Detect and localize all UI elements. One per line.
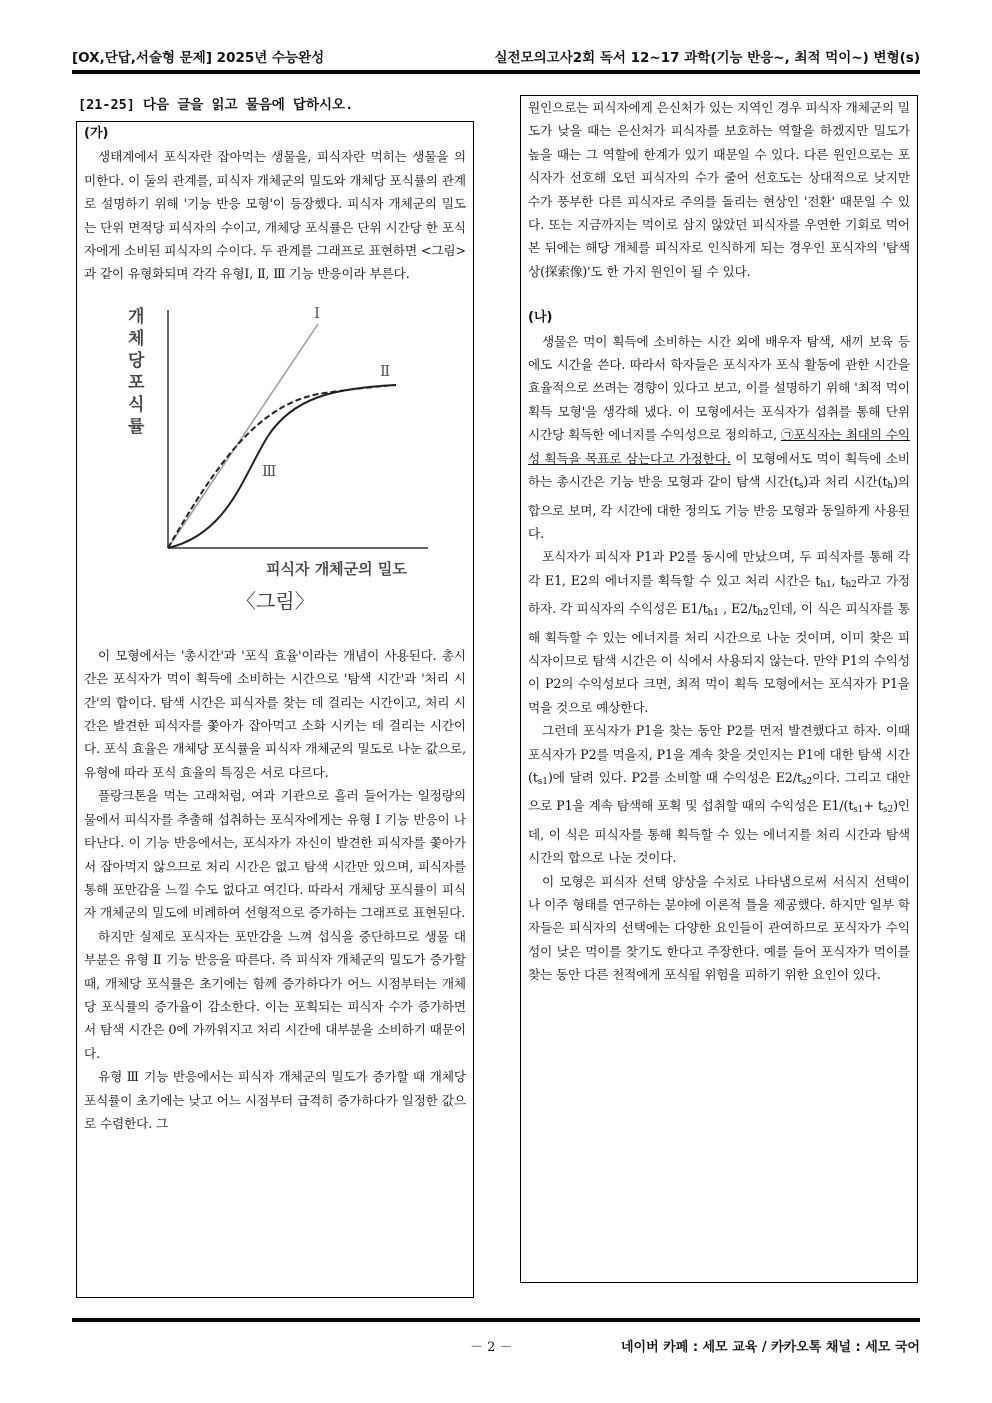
paragraph: 이 모형에서는 '총시간'과 '포식 효율'이라는 개념이 사용된다. 총시간은 포식자가 먹이 획득에 소비하는 시간으로 '탐색 시간'과 '처리 시간'의 합이다. 탐색 시간은 피식자를 찾는 데 걸리는 시간이고, 처리 시간은 발견한 피식자를 쫓아가 잡아먹고 소화 시키는 데 걸리는 시간이다. 포식 효율은 개체당 포식률을 피식자 개체군의 밀도로 나눈 값으로, 유형에 따라 포식 효율의 특징은 서로 다르다. bbox=[84, 647, 466, 780]
passage-na-box bbox=[520, 95, 918, 1283]
y-axis-label-char: 식 bbox=[128, 394, 145, 415]
passage-label: (가) bbox=[84, 126, 109, 141]
y-axis-label-char: 률 bbox=[128, 416, 145, 437]
subscript: h1 bbox=[707, 608, 719, 619]
y-axis-label-char: 포 bbox=[128, 372, 145, 393]
y-axis-label-char: 당 bbox=[128, 350, 145, 371]
underlined-claim: ㉠포식자는 최대의 수익성 획득을 목표로 삼는다고 가정한다. bbox=[528, 427, 911, 466]
curve-type-1 bbox=[168, 324, 318, 548]
text-run: 인데, 이 식은 피식자를 통해 획득할 수 있는 에너지를 처리 시간으로 나눈 것이며, 이미 찾은 피식자이므로 탐색 시간은 이 식에서 사용되지 않는다. 만약 P1의 수익성이 P2의 수익성보다 크면, 최적 먹이 획득 모형에서는 포식자가 P1을 먹을 것으로 예상한다. bbox=[528, 601, 910, 715]
subscript: h1 bbox=[820, 579, 832, 590]
x-axis-label: 피식자 개체군의 밀도 bbox=[266, 559, 407, 578]
curve-label-1: Ⅰ bbox=[314, 303, 320, 322]
paragraph: 플랑크톤을 먹는 고래처럼, 여과 기관으로 흘러 들어가는 일정량의 물에서 피식자를 추출해 섭취하는 포식자에게는 유형 Ⅰ 기능 반응이 나타난다. 이 기능 반응에서는, 포식자가 자신이 발견한 피식자를 쫓아가서 잡아먹지 않으므로 처리 시간은 없고 탐색 시간만 있으며, 피식자를 통해 포만감을 느낄 수도 없다고 여긴다. 따라서 개체당 포식률이 피식자 개체군의 밀도에 비례하여 선형적으로 증가하는 그래프로 표현된다. bbox=[84, 788, 466, 921]
subscript: s2 bbox=[882, 805, 894, 816]
text-run: 이다. 그리고 대안으로 P1을 계속 탐색해 포획 및 섭취할 때의 수익성은 E1/(t bbox=[528, 769, 910, 814]
y-axis-label-char: 체 bbox=[128, 328, 145, 349]
curve-type-2 bbox=[168, 385, 396, 548]
y-axis-label-char: 개 bbox=[128, 306, 145, 327]
subscript: s2 bbox=[801, 776, 812, 787]
paragraph bbox=[528, 719, 910, 869]
header-left: [OX,단답,서술형 문제] 2025년 수능완성 bbox=[72, 50, 325, 66]
footer-rule bbox=[72, 1318, 920, 1322]
subscript: s1 bbox=[853, 805, 864, 816]
functional-response-graph bbox=[118, 296, 448, 636]
curve-label-3: Ⅲ bbox=[262, 461, 277, 480]
paragraph bbox=[528, 330, 910, 546]
subscript: h bbox=[887, 481, 894, 492]
text-run: 포식자가 피식자 P1과 P2를 동시에 만났으며, 두 피식자를 통해 각각 E1, E2의 에너지를 획득할 수 있고 처리 시간은 t bbox=[528, 549, 910, 588]
passage-ga-box bbox=[76, 121, 474, 1298]
text-run: )인데, 이 식은 피식자를 통해 획득할 수 있는 에너지를 처리 시간과 탐색 시간의 합으로 나눈 것이다. bbox=[528, 798, 910, 866]
text-run: 생물은 먹이 획득에 소비하는 시간 외에 배우자 탐색, 새끼 보육 등에도 시간을 쓴다. 따라서 학자들은 포식자가 포식 활동에 관한 시간을 효율적으로 쓰려는 경향이 있다고 보고, 이를 설명하기 위해 '최적 먹이 획득 모형'을 생각해 냈다. 이 모형에서는 포식자가 섭취를 통해 단위 시간당 획득한 에너지를 수익성으로 정의하고, bbox=[528, 333, 910, 443]
text-run: 그런데 포식자가 P1을 찾는 동안 P2를 먼저 발견했다고 하자. 이때 포식자가 P2를 먹을지, P1을 계속 찾을 것인지는 P1에 대한 탐색 시간(t bbox=[528, 723, 910, 785]
paragraph-continued: 원인으로는 피식자에게 은신처가 있는 지역인 경우 피식자 개체군의 밀도가 낮을 때는 은신처가 피식자를 보호하는 역할을 하겠지만 밀도가 높을 때는 그 역할에 한계가 있기 때문일 수 있다. 다른 원인으로는 포식자가 선호해 오던 피식자의 수가 줄어 선호도는 상대적으로 낮지만 수가 풍부한 다른 피식자로 주의를 돌리는 현상인 '전환' 때문일 수 있다. 또는 지금까지는 먹이로 삼지 않았던 피식자를 우연한 기회로 먹어 본 뒤에는 해당 개체를 피식자로 인식하게 되는 경우인 포식자의 '탐색상(探索像)'도 한 가지 원인이 될 수 있다. bbox=[528, 100, 910, 279]
instruction: [21-25] 다음 글을 읽고 물음에 답하시오. bbox=[78, 97, 354, 113]
figure-caption: 〈그림〉 bbox=[236, 588, 315, 613]
curve-label-2: Ⅱ bbox=[380, 361, 391, 380]
text-run: )과 처리 시간(t bbox=[803, 474, 888, 490]
text-run: 이 모형에서도 먹이 획득에 소비하는 총시간은 기능 반응 모형과 같이 탐색 시간(t bbox=[528, 450, 910, 490]
paragraph: 생태계에서 포식자란 잡아먹는 생물을, 피식자란 먹히는 생물을 의미한다. 이 둘의 관계를, 피식자 개체군의 밀도와 개체당 포식률의 관계로 설명하기 위해 '기능 반응 모형'이 등장했다. 피식자 개체군의 밀도는 단위 면적당 피식자의 수이고, 개체당 포식률은 단위 시간당 한 포식자에게 소비된 피식자의 수이다. 두 관계를 그래프로 표현하면 <그림>과 같이 유형화되며 각각 유형Ⅰ, Ⅱ, Ⅲ 기능 반응이라 부른다. bbox=[84, 149, 466, 282]
footer-channel-info: 네이버 카페 : 세모 교육 / 카카오톡 채널 : 세모 국어 bbox=[620, 1340, 920, 1355]
figure bbox=[84, 288, 466, 640]
page-number: － 2 － bbox=[470, 1340, 513, 1355]
subscript: s1 bbox=[537, 776, 548, 787]
subscript: h2 bbox=[845, 579, 857, 590]
text-run: + t bbox=[863, 798, 883, 814]
page-header bbox=[72, 46, 920, 66]
text-run: , E2/t bbox=[718, 601, 758, 617]
curve-type-3 bbox=[168, 385, 396, 548]
text-run: )에 달려 있다. P2를 소비할 때 수익성은 E2/t bbox=[547, 769, 802, 785]
passage-label: (나) bbox=[528, 310, 553, 326]
text-run: 라고 가정하자. 각 피식자의 수익성은 E1/t bbox=[528, 572, 910, 617]
paragraph bbox=[528, 545, 910, 719]
paragraph: 유형 Ⅲ 기능 반응에서는 피식자 개체군의 밀도가 증가할 때 개체당 포식률이 초기에는 낮고 어느 시점부터 급격히 증가하다가 일정한 값으로 수렴한다. 그 bbox=[84, 1069, 466, 1131]
subscript: h2 bbox=[757, 608, 769, 619]
text-run: )의 합으로 보며, 각 시간에 대한 정의도 기능 반응 모형과 동일하게 사용된다. bbox=[528, 474, 910, 541]
paragraph: 이 모형은 피식자 선택 양상을 수치로 나타냄으로써 서식지 선택이나 이주 형태를 연구하는 분야에 이론적 틀을 제공했다. 하지만 일부 학자들은 피식자의 선택에는 다양한 요인들이 관여하므로 포식자가 수익성이 낮은 먹이를 찾기도 한다고 주장한다. 예를 들어 포식자가 먹이를 찾는 동안 다른 천적에게 포식될 위험을 피하기 위한 요인이 있다. bbox=[528, 873, 910, 983]
text-run: , t bbox=[831, 572, 846, 588]
subscript: s bbox=[798, 481, 804, 492]
header-right: 실전모의고사2회 독서 12~17 과학(기능 반응~, 최적 먹이~) 변형(s) bbox=[494, 50, 920, 66]
paragraph: 하지만 실제로 포식자는 포만감을 느껴 섭식을 중단하므로 생물 대부분은 유형 Ⅱ 기능 반응을 따른다. 즉 피식자 개체군의 밀도가 증가할 때, 개체당 포식률은 초기에는 함께 증가하다가 어느 시점부터는 개체당 포식률의 증가율이 감소한다. 이는 포획되는 피식자 수가 증가하면서 탐색 시간은 0에 가까워지고 처리 시간에 대부분을 소비하기 때문이다. bbox=[84, 928, 466, 1061]
header-rule bbox=[72, 70, 920, 74]
